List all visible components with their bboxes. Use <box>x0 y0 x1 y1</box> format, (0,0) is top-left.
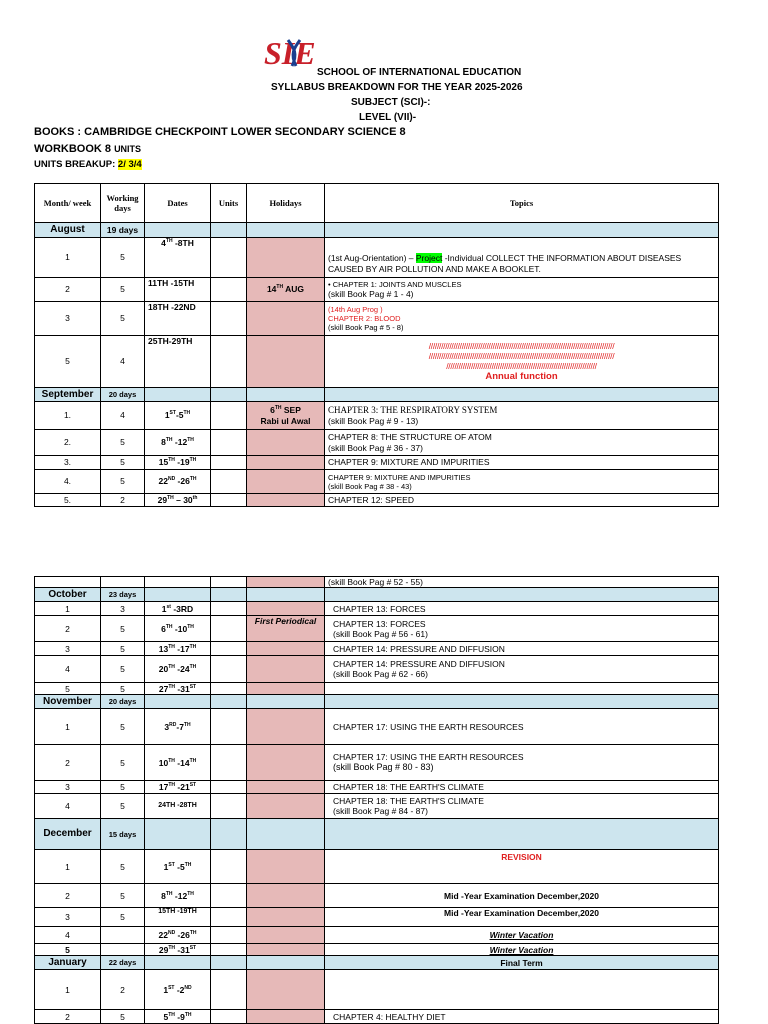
month-days: 15 days <box>101 819 145 850</box>
dates-cell: 15TH -19TH <box>145 456 211 470</box>
dates-cell: 10TH -14TH <box>145 745 211 781</box>
dates-cell: 1st -3RD <box>145 602 211 616</box>
week-cell: 2 <box>35 616 101 642</box>
week-cell: 5 <box>35 944 101 956</box>
dates-cell: 8TH -12TH <box>145 884 211 908</box>
days-cell: 5 <box>101 745 145 781</box>
dates-cell: 15TH -19TH <box>145 908 211 927</box>
dates-cell: 1ST -2ND <box>145 970 211 1010</box>
table-row <box>35 908 719 927</box>
topic-cell: CHAPTER 12: SPEED <box>325 494 719 507</box>
holiday-cell <box>247 470 325 494</box>
dates-cell: 11TH -15TH <box>145 278 211 302</box>
week-cell: 3 <box>35 642 101 656</box>
workbook-line <box>34 143 141 155</box>
week-cell: 5. <box>35 494 101 507</box>
month-days: 20 days <box>101 695 145 709</box>
days-cell: 5 <box>101 656 145 683</box>
days-cell <box>101 944 145 956</box>
week-cell: 2 <box>35 884 101 908</box>
table-row <box>35 577 719 588</box>
units-breakup-value: 2/ 3/4 <box>117 159 142 170</box>
week-cell: 5 <box>35 683 101 695</box>
days-cell: 5 <box>101 850 145 884</box>
holiday-cell <box>247 970 325 1010</box>
holiday-cell <box>247 238 325 278</box>
holiday-cell <box>247 850 325 884</box>
table-row <box>35 970 719 1010</box>
topic-cell: Mid -Year Examination December,2020 <box>325 884 719 908</box>
project-highlight: Project <box>415 253 443 264</box>
dates-cell: 13TH -17TH <box>145 642 211 656</box>
days-cell: 5 <box>101 302 145 336</box>
holiday-cell <box>247 336 325 388</box>
table-row <box>35 781 719 794</box>
topic-cell: CHAPTER 13: FORCES <box>325 602 719 616</box>
days-cell: 5 <box>101 908 145 927</box>
days-cell: 5 <box>101 709 145 745</box>
days-cell: 2 <box>101 970 145 1010</box>
week-cell: 3 <box>35 302 101 336</box>
holiday-cell <box>247 602 325 616</box>
holiday-cell <box>247 794 325 819</box>
holiday-cell: 6TH SEP Rabi ul Awal <box>247 402 325 430</box>
topic-cell: Winter Vacation <box>325 944 719 956</box>
topic-cell: CHAPTER 17: USING THE EARTH RESOURCES (skill Book Pag # 80 - 83) <box>325 745 719 781</box>
holiday-cell <box>247 683 325 695</box>
topic-cell: Winter Vacation <box>325 927 719 944</box>
holiday-cell <box>247 430 325 456</box>
dates-cell: 5TH -9TH <box>145 1010 211 1024</box>
holiday-cell <box>247 1010 325 1024</box>
units-breakup <box>34 159 142 170</box>
table-row <box>35 494 719 507</box>
month-row-january <box>35 956 719 970</box>
week-cell: 2 <box>35 278 101 302</box>
holiday-cell <box>247 577 325 588</box>
holiday-cell <box>247 709 325 745</box>
days-cell: 5 <box>101 238 145 278</box>
topic-cell: (1st Aug-Orientation) – Project -Individual COLLECT THE INFORMATION ABOUT DISEASES CAUSED BY AIR POLLUTION AND MAKE A BOOKLET. <box>325 238 719 278</box>
holiday-cell <box>247 884 325 908</box>
topic-cell: CHAPTER 14: PRESSURE AND DIFFUSION (skill Book Pag # 62 - 66) <box>325 656 719 683</box>
month-days: 23 days <box>101 588 145 602</box>
month-label: December <box>35 819 101 850</box>
topic-cell: CHAPTER 8: THE STRUCTURE OF ATOM (skill Book Pag # 36 - 37) <box>325 430 719 456</box>
week-cell: 3 <box>35 781 101 794</box>
topic-cell: (skill Book Pag # 52 - 55) <box>325 577 719 588</box>
holiday-cell: 14TH AUG <box>247 278 325 302</box>
dates-cell: 4TH -8TH <box>145 238 211 278</box>
col-units: Units <box>211 184 247 223</box>
week-cell: 5 <box>35 336 101 388</box>
topic-cell: CHAPTER 18: THE EARTH'S CLIMATE <box>325 781 719 794</box>
days-cell: 4 <box>101 336 145 388</box>
dates-cell: 20TH -24TH <box>145 656 211 683</box>
table-row <box>35 794 719 819</box>
table-row <box>35 745 719 781</box>
logo-text: SIE <box>264 35 316 71</box>
week-cell: 4 <box>35 794 101 819</box>
days-cell: 3 <box>101 602 145 616</box>
workbook-units: UNITS <box>114 144 142 154</box>
topic-cell: Mid -Year Examination December,2020 <box>325 908 719 927</box>
month-label: September <box>35 388 101 402</box>
holiday-cell <box>247 302 325 336</box>
days-cell: 5 <box>101 683 145 695</box>
days-cell: 5 <box>101 1010 145 1024</box>
dates-cell: 29TH -31ST <box>145 944 211 956</box>
syllabus-title: SYLLABUS BREAKDOWN FOR THE YEAR 2025-2026 <box>271 82 523 93</box>
table-row <box>35 709 719 745</box>
holiday-cell <box>247 745 325 781</box>
days-cell: 5 <box>101 278 145 302</box>
dates-cell: 6TH -10TH <box>145 616 211 642</box>
dates-cell: 3RD-7TH <box>145 709 211 745</box>
topic-cell: CHAPTER 18: THE EARTH'S CLIMATE (skill Book Pag # 84 - 87) <box>325 794 719 819</box>
table-row <box>35 927 719 944</box>
holiday-cell <box>247 944 325 956</box>
dates-cell: 27TH -31ST <box>145 683 211 695</box>
revision-label: REVISION <box>325 850 719 884</box>
syllabus-table-1 <box>34 183 719 507</box>
week-cell: 1 <box>35 850 101 884</box>
week-cell: 3. <box>35 456 101 470</box>
week-cell: 2 <box>35 745 101 781</box>
days-cell: 5 <box>101 430 145 456</box>
dates-cell: 17TH -21ST <box>145 781 211 794</box>
table-row <box>35 456 719 470</box>
dates-cell: 29TH – 30th <box>145 494 211 507</box>
dates-cell: 8TH -12TH <box>145 430 211 456</box>
table-row <box>35 302 719 336</box>
col-month: Month/ week <box>35 184 101 223</box>
holiday-cell <box>247 908 325 927</box>
days-cell: 5 <box>101 794 145 819</box>
dates-cell: 18TH -22ND <box>145 302 211 336</box>
week-cell: 1. <box>35 402 101 430</box>
holiday-cell <box>247 494 325 507</box>
week-cell: 4 <box>35 927 101 944</box>
topic-cell: • CHAPTER 1: JOINTS AND MUSCLES (skill Book Pag # 1 - 4) <box>325 278 719 302</box>
week-cell: 4. <box>35 470 101 494</box>
school-name: SCHOOL OF INTERNATIONAL EDUCATION <box>317 67 522 78</box>
days-cell: 5 <box>101 470 145 494</box>
days-cell: 4 <box>101 402 145 430</box>
week-cell: 1 <box>35 970 101 1010</box>
annual-function: Annual function <box>485 371 558 383</box>
table-row <box>35 470 719 494</box>
topic-cell: (14th Aug Prog ) CHAPTER 2: BLOOD (skill Book Pag # 5 - 8) <box>325 302 719 336</box>
holiday-cell <box>247 927 325 944</box>
holiday-cell: First Periodical <box>247 616 325 642</box>
month-label: August <box>35 223 101 238</box>
month-row-september <box>35 388 719 402</box>
col-topics: Topics <box>325 184 719 223</box>
days-cell: 5 <box>101 642 145 656</box>
month-row-august <box>35 223 719 238</box>
month-days: 19 days <box>101 223 145 238</box>
books-line: BOOKS : CAMBRIDGE CHECKPOINT LOWER SECONDARY SCIENCE 8 <box>34 126 406 138</box>
week-cell: 2. <box>35 430 101 456</box>
week-cell: 3 <box>35 908 101 927</box>
table-row <box>35 238 719 278</box>
days-cell: 2 <box>101 494 145 507</box>
days-cell <box>101 927 145 944</box>
week-cell: 4 <box>35 656 101 683</box>
week-cell: 1 <box>35 709 101 745</box>
dates-cell: 22ND -26TH <box>145 470 211 494</box>
table-row <box>35 656 719 683</box>
week-cell: 1 <box>35 238 101 278</box>
dates-cell: 1ST -5TH <box>145 850 211 884</box>
dates-cell: 25TH-29TH <box>145 336 211 388</box>
workbook-text: WORKBOOK 8 <box>34 143 111 155</box>
topic-cell: CHAPTER 9: MIXTURE AND IMPURITIES <box>325 456 719 470</box>
month-label: January <box>35 956 101 970</box>
table-row <box>35 336 719 388</box>
table-row <box>35 1010 719 1024</box>
month-days: 22 days <box>101 956 145 970</box>
units-breakup-label: UNITS BREAKUP: <box>34 159 118 170</box>
holiday-cell <box>247 456 325 470</box>
dates-cell: 24TH -28TH <box>145 794 211 819</box>
month-label: November <box>35 695 101 709</box>
week-cell: 1 <box>35 602 101 616</box>
week-cell: 2 <box>35 1010 101 1024</box>
subject-label: SUBJECT (SCI)-: <box>351 97 431 108</box>
table-row <box>35 850 719 884</box>
days-cell: 5 <box>101 456 145 470</box>
topic-cell: CHAPTER 14: PRESSURE AND DIFFUSION <box>325 642 719 656</box>
final-term-label: Final Term <box>325 956 719 970</box>
topic-cell: ////////////////////////////////////////////////////////////////////////////////////////// ////////////////////////////////////////////////////////////////////////////////////////// ///////////////////////////////////////////////////////////////////////// Annual function <box>325 336 719 388</box>
syllabus-table-2 <box>34 576 719 1024</box>
month-label: October <box>35 588 101 602</box>
month-row-december <box>35 819 719 850</box>
table-row <box>35 944 719 956</box>
table-row <box>35 616 719 642</box>
topic-cell: CHAPTER 4: HEALTHY DIET <box>325 1010 719 1024</box>
topic-cell: CHAPTER 3: THE RESPIRATORY SYSTEM (skill Book Pag # 9 - 13) <box>325 402 719 430</box>
table-row <box>35 402 719 430</box>
col-holidays: Holidays <box>247 184 325 223</box>
col-dates: Dates <box>145 184 211 223</box>
col-working: Working days <box>101 184 145 223</box>
level-label: LEVEL (VII)- <box>359 112 417 123</box>
table-row <box>35 278 719 302</box>
holiday-cell <box>247 781 325 794</box>
month-row-november <box>35 695 719 709</box>
table-row <box>35 602 719 616</box>
table-row <box>35 642 719 656</box>
month-days: 20 days <box>101 388 145 402</box>
topic-cell: CHAPTER 13: FORCES (skill Book Pag # 56 - 61) <box>325 616 719 642</box>
dates-cell: 22ND -26TH <box>145 927 211 944</box>
days-cell: 5 <box>101 884 145 908</box>
table-header-row <box>35 184 719 223</box>
table-row <box>35 884 719 908</box>
table-row <box>35 430 719 456</box>
days-cell: 5 <box>101 616 145 642</box>
table-row <box>35 683 719 695</box>
holiday-cell <box>247 642 325 656</box>
holiday-cell <box>247 656 325 683</box>
school-logo <box>262 34 322 72</box>
dates-cell: 1ST-5TH <box>145 402 211 430</box>
month-row-october <box>35 588 719 602</box>
topic-cell: CHAPTER 17: USING THE EARTH RESOURCES <box>325 709 719 745</box>
days-cell: 5 <box>101 781 145 794</box>
topic-cell: CHAPTER 9: MIXTURE AND IMPURITIES (skill Book Pag # 38 - 43) <box>325 470 719 494</box>
